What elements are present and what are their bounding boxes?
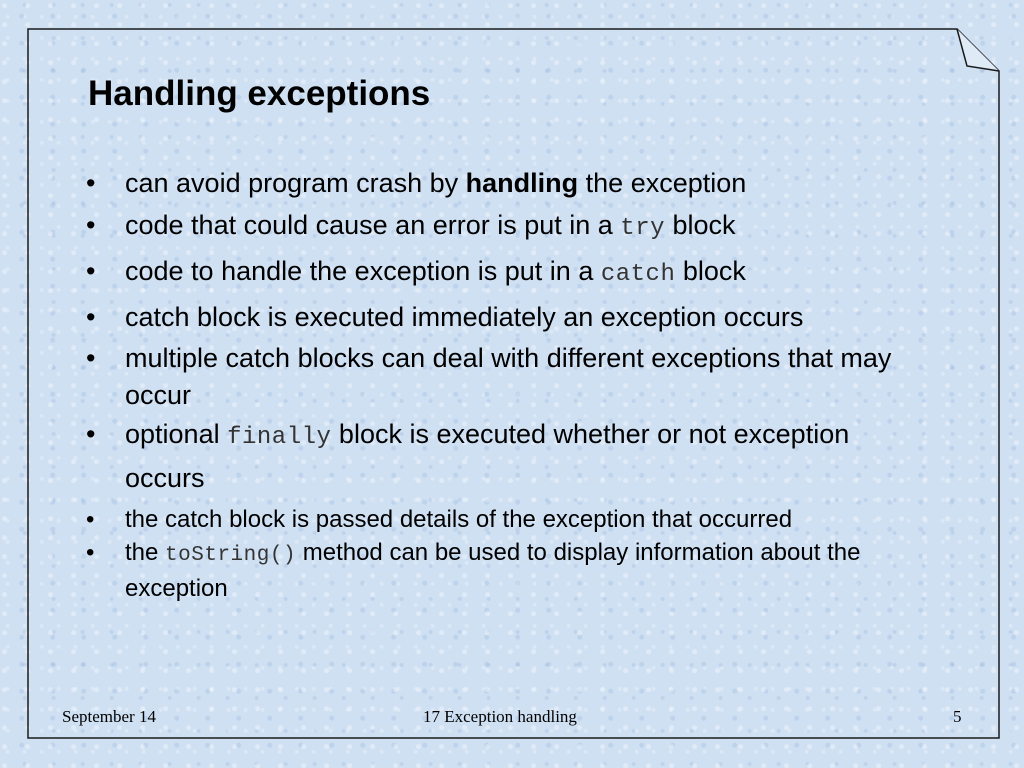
- code-keyword: finally: [227, 424, 332, 451]
- code-keyword: catch: [600, 261, 676, 288]
- code-keyword: toString(): [165, 544, 297, 567]
- bullet-item: • code to handle the exception is put in a catch block: [86, 252, 966, 294]
- bullet-item: • optional finally block is executed whether or not exception occurs: [86, 414, 885, 499]
- bullet-item: • multiple catch blocks can deal with different exceptions that may occur: [86, 340, 925, 414]
- footer-date: September 14: [62, 707, 156, 726]
- footer-title: 17 Exception handling: [423, 707, 577, 726]
- bullet-item: • can avoid program crash by handling the exception: [86, 164, 966, 202]
- bullet-list: [86, 164, 966, 605]
- code-keyword: try: [620, 215, 666, 242]
- bullet-item: • catch block is executed immediately an exception occurs: [86, 298, 966, 336]
- slide-title: Handling exceptions: [88, 74, 431, 113]
- bullet-item: • code that could cause an error is put in a try block: [86, 206, 966, 248]
- footer-page-number: 5: [953, 707, 962, 726]
- bullet-item: • the toString() method can be used to display information about the exception: [86, 536, 945, 605]
- bullet-item: • the catch block is passed details of the exception that occurred: [86, 503, 966, 536]
